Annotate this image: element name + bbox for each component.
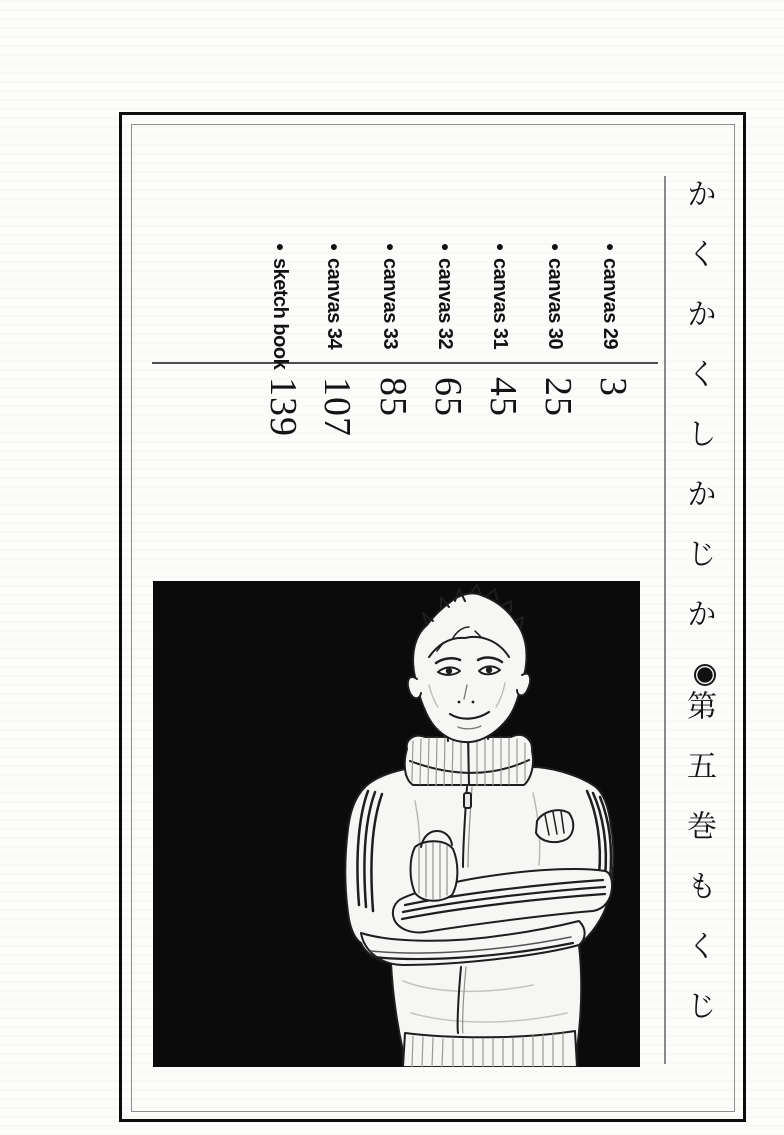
series-title-text: かくかくしかじか <box>682 178 715 658</box>
bullet-icon: ● <box>437 238 453 254</box>
toc-entry-page: 25 <box>537 377 579 417</box>
character-illustration <box>153 581 640 1067</box>
bullet-icon: ● <box>547 238 563 254</box>
bullet-icon: ● <box>272 238 288 254</box>
toc-entry-label: ●canvas 30 <box>544 238 566 350</box>
toc-entry-page: 45 <box>482 377 524 417</box>
toc-entry-label: ●canvas 34 <box>323 238 345 350</box>
toc-entry-page: 139 <box>262 377 304 437</box>
toc-entry-label: ●canvas 29 <box>599 238 621 350</box>
toc-entry-page: 85 <box>372 377 414 417</box>
toc-divider-rule <box>152 362 658 364</box>
bullet-icon: ● <box>602 238 618 254</box>
fisheye-icon <box>694 664 716 686</box>
toc-entry-page: 65 <box>427 377 469 417</box>
title-divider-rule <box>664 176 666 1064</box>
volume-subtitle-text: 第五巻もくじ <box>682 690 715 1050</box>
bullet-icon: ● <box>326 238 342 254</box>
bullet-icon: ● <box>492 238 508 254</box>
toc-entry-page: 107 <box>316 377 358 437</box>
artwork-panel <box>153 581 640 1067</box>
toc-entry-label: ●canvas 32 <box>434 238 456 350</box>
toc-entry-label: ●canvas 33 <box>379 238 401 350</box>
bullet-icon: ● <box>382 238 398 254</box>
toc-entry-page: 3 <box>592 377 634 397</box>
toc-entry-label: ●sketch book <box>269 238 291 370</box>
toc-entry-label: ●canvas 31 <box>489 238 511 350</box>
volume-title <box>680 178 716 1062</box>
